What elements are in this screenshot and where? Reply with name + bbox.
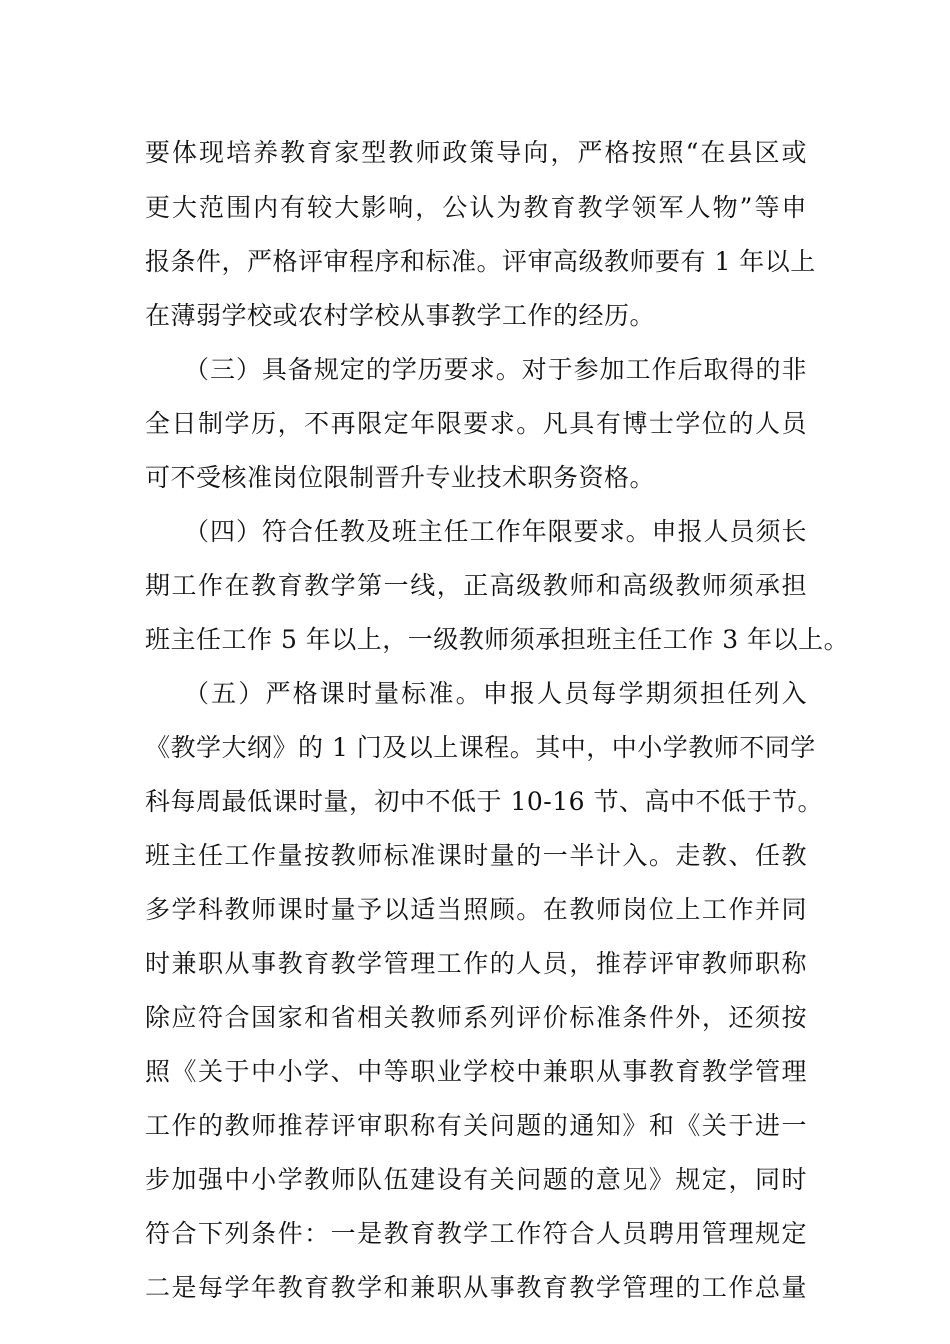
text-line: 照《关于中小学、中等职业学校中兼职从事教育教学管理: [145, 1057, 807, 1086]
paragraph-heading-line: （四）符合任教及班主任工作年限要求。申报人员须长: [184, 517, 807, 546]
text-line: 除应符合国家和省相关教师系列评价标准条件外，还须按: [145, 1003, 807, 1032]
text-line: 要体现培养教育家型教师政策导向，严格按照“在县区或: [145, 138, 807, 167]
text-line: 班主任工作 5 年以上，一级教师须承担班主任工作 3 年以上。: [145, 625, 850, 654]
text-line: 时兼职从事教育教学管理工作的人员，推荐评审教师职称: [145, 949, 807, 978]
text-line: 二是每学年教育教学和兼职从事教育教学管理的工作总量: [145, 1273, 807, 1302]
text-line: 期工作在教育教学第一线，正高级教师和高级教师须承担: [145, 571, 807, 600]
text-line: 步加强中小学教师队伍建设有关问题的意见》规定，同时: [145, 1165, 807, 1194]
paragraph-heading-line: （五）严格课时量标准。申报人员每学期须担任列入: [184, 679, 807, 708]
text-line: 更大范围内有较大影响，公认为教育教学领军人物”等申: [145, 193, 807, 222]
text-line: 工作的教师推荐评审职称有关问题的通知》和《关于进一: [145, 1111, 807, 1140]
text-line: 可不受核准岗位限制晋升专业技术职务资格。: [145, 463, 656, 492]
text-line: 《教学大纲》的 1 门及以上课程。其中，中小学教师不同学: [145, 733, 816, 762]
text-line: 在薄弱学校或农村学校从事教学工作的经历。: [145, 301, 656, 330]
text-line: 全日制学历，不再限定年限要求。凡具有博士学位的人员: [145, 409, 807, 438]
text-line: 班主任工作量按教师标准课时量的一半计入。走教、任教: [145, 841, 807, 870]
paragraph-heading-line: （三）具备规定的学历要求。对于参加工作后取得的非: [184, 355, 807, 384]
text-line: 科每周最低课时量，初中不低于 10-16 节、高中不低于节。: [145, 787, 823, 816]
text-line: 多学科教师课时量予以适当照顾。在教师岗位上工作并同: [145, 895, 807, 924]
text-line: 符合下列条件：一是教育教学工作符合人员聘用管理规定: [145, 1219, 807, 1248]
text-line: 报条件，严格评审程序和标准。评审高级教师要有 1 年以上: [145, 247, 816, 276]
